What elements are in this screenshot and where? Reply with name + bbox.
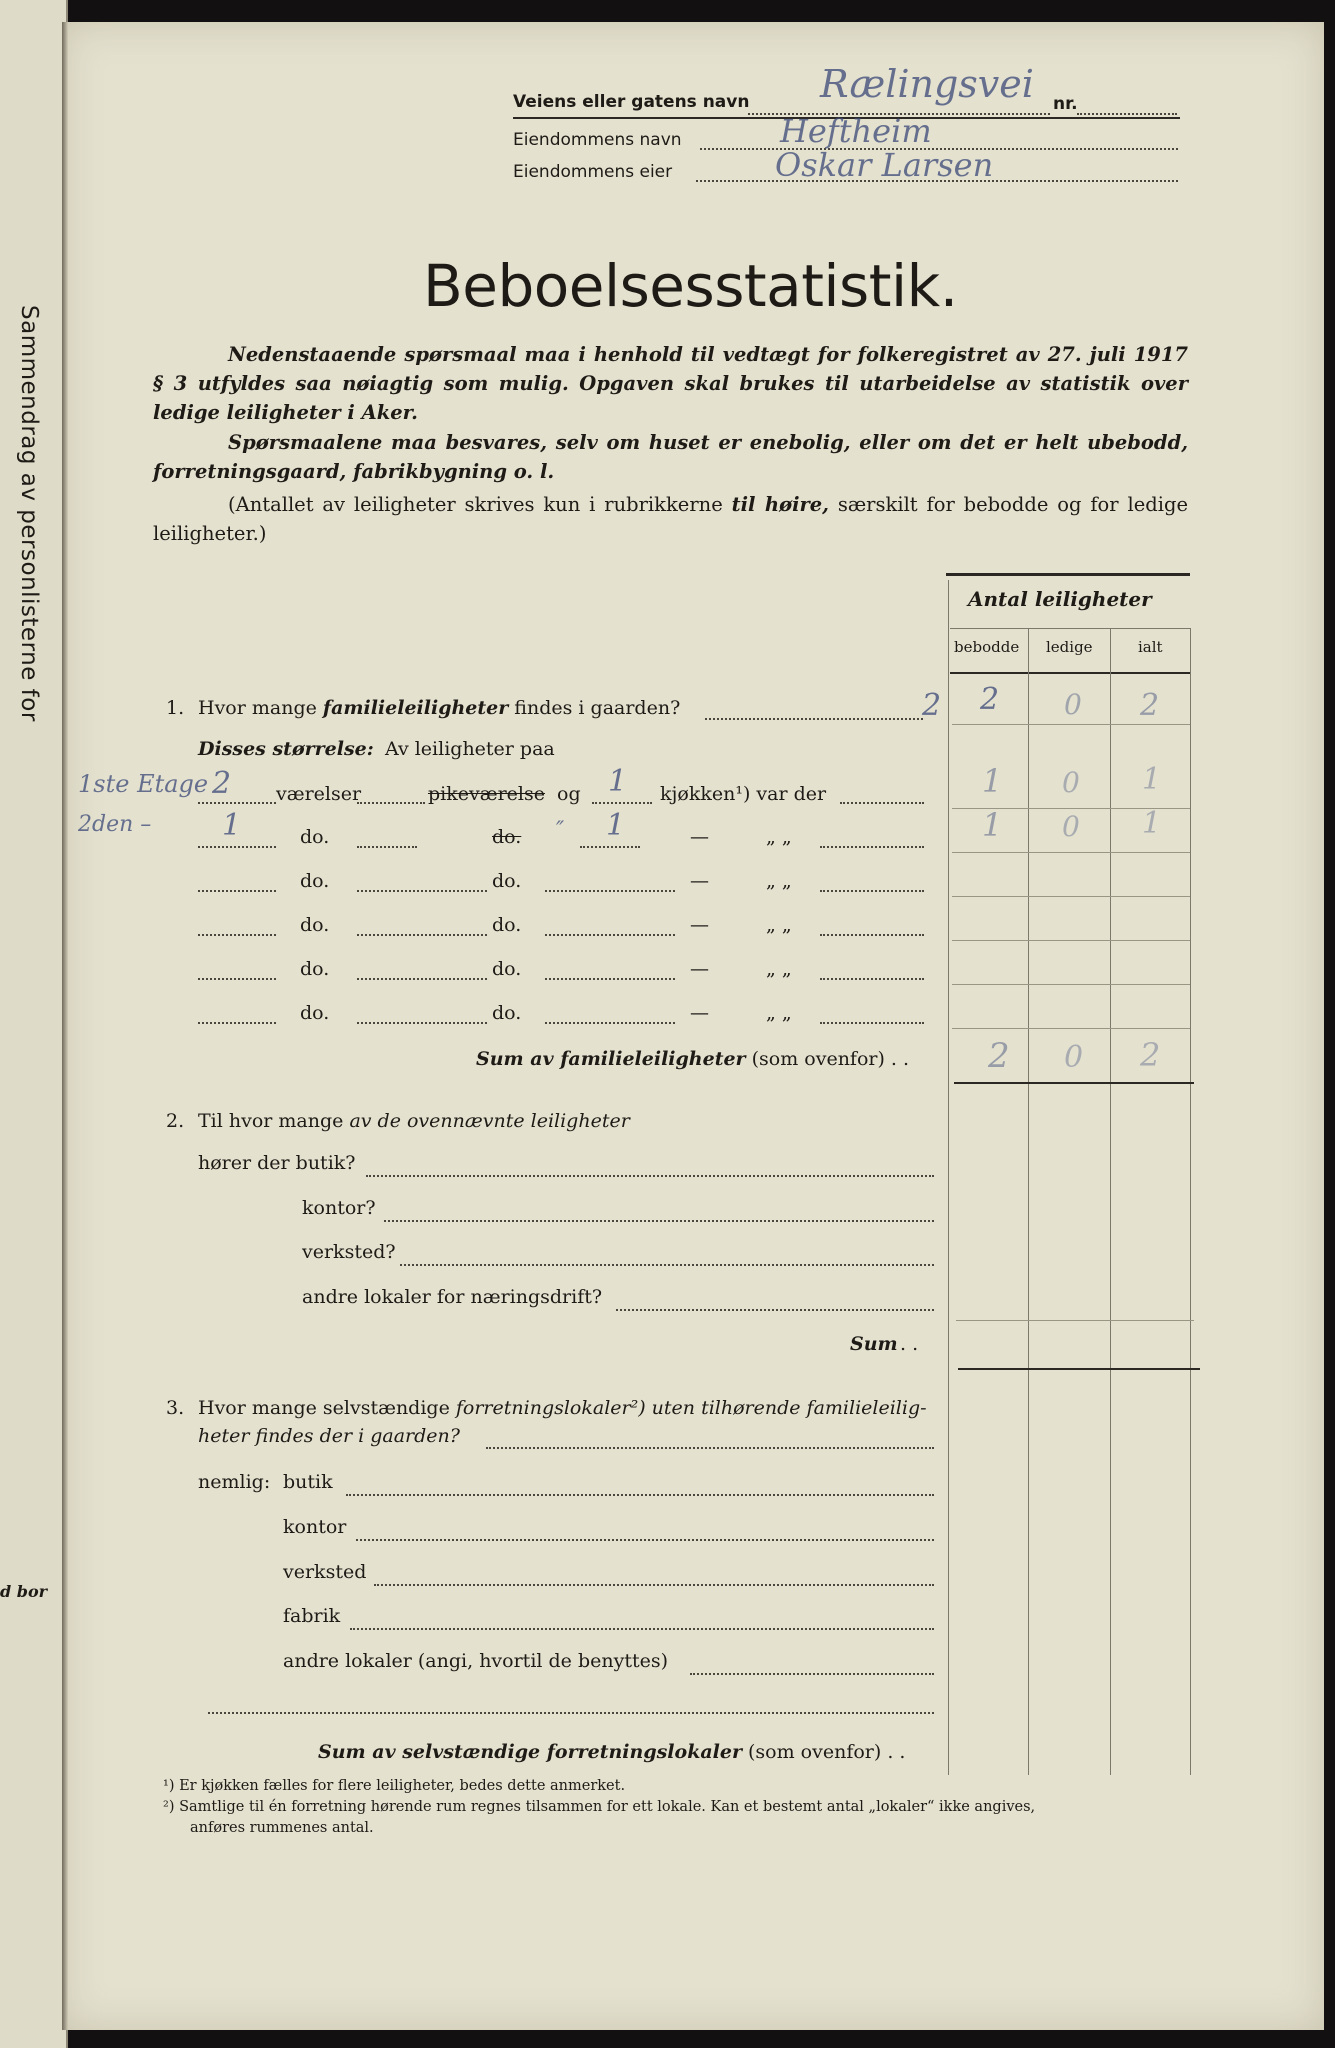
q1-row-rooms-label: værelser (276, 783, 362, 805)
q1-row-kitchen-line (545, 978, 675, 980)
q1-number: 1. (166, 697, 185, 719)
table-row-line (952, 1028, 1190, 1029)
q3-nemlig: nemlig: (198, 1471, 271, 1493)
table-row-line (952, 724, 1190, 725)
table-row-line (956, 1320, 1194, 1321)
q3-text-b: forretningslokaler²) uten tilhørende familieleilig- (455, 1397, 927, 1419)
col-header-bebodde: bebodde (954, 638, 1020, 656)
q3-text-c: heter findes der i gaarden? (198, 1425, 460, 1447)
q1-row-floor-line (198, 1022, 276, 1024)
q1-row-ialt: 1 (1142, 806, 1162, 841)
q1-row-rooms: 1 (222, 808, 242, 843)
q1-size-label: Disses størrelse: (198, 738, 374, 760)
nr-line (1077, 113, 1177, 115)
q3-dots (486, 1447, 934, 1449)
street-label: Veiens eller gatens navn (513, 92, 750, 112)
q3-extra-line (208, 1712, 934, 1714)
q1-row-kitchen: 1 (606, 808, 626, 843)
q3-item-kontor: kontor (283, 1516, 347, 1538)
q2-text-a: Til hvor mange (198, 1110, 350, 1132)
q1-row-kitchen-line (545, 1022, 675, 1024)
q1-row-rooms-label: do. (300, 1002, 330, 1024)
q1-row-dots (820, 1022, 924, 1024)
q1-row-pike: do. (492, 870, 522, 892)
q1-row-ditto: „ „ (766, 958, 792, 980)
q3-dots (356, 1539, 934, 1541)
q3-item-verksted: verksted (283, 1561, 367, 1583)
property-name-label: Eiendommens navn (513, 130, 682, 150)
q2-item-kontor: kontor? (302, 1197, 376, 1219)
owner-value: Oskar Larsen (775, 146, 994, 184)
q1-text (198, 697, 680, 719)
form-sheet (62, 22, 1324, 2030)
q1-row-pike-line (357, 890, 487, 892)
q1-dots (705, 718, 923, 720)
q1-row-kitchen-label: — (690, 958, 709, 980)
property-name-value: Heftheim (780, 112, 932, 150)
q3-sum-a: Sum av selvstændige forretningslokaler (318, 1741, 742, 1763)
q3-dots (350, 1628, 934, 1630)
nr-label: nr. (1053, 94, 1078, 114)
q1-row-kitchen-label: — (690, 870, 709, 892)
q1-row-pike: do. (492, 914, 522, 936)
q1-row-og: og (557, 783, 581, 805)
q3-text-a: Hvor mange selvstændige (198, 1397, 456, 1419)
facing-page-fragment: d bor (0, 1582, 48, 1601)
table-row-line (952, 896, 1190, 897)
table-header-bottom-rule (950, 672, 1190, 674)
q1-sum (476, 1048, 909, 1070)
table-col-line-1 (948, 580, 949, 1775)
q1-row-rooms-label: do. (300, 958, 330, 980)
q1-row-kitchen-line (580, 846, 640, 848)
q3-item-butik: butik (283, 1471, 333, 1493)
q3-number: 3. (166, 1397, 185, 1419)
table-col-line-2 (1028, 628, 1029, 1775)
q3-dots (690, 1673, 934, 1675)
col-header-ialt: ialt (1138, 638, 1163, 656)
table-row-line (952, 852, 1190, 853)
q1-row-floor-line (198, 846, 276, 848)
q1-row-rooms: 2 (212, 766, 232, 801)
q1-row-ditto: „ „ (766, 826, 792, 848)
q2-text (198, 1110, 630, 1132)
facing-page (0, 0, 68, 2048)
q1-row-pike-line (357, 934, 487, 936)
q1-row-rooms-label: do. (300, 870, 330, 892)
table-row-line (952, 984, 1190, 985)
q1-row-ledige: 0 (1062, 766, 1080, 799)
q1-row-bebodde: 1 (982, 806, 1003, 844)
q1-row-pike-line (357, 802, 425, 804)
q1-row-ditto: „ „ (766, 870, 792, 892)
q1-text-a: Hvor mange (198, 697, 323, 719)
q1-sum-a: Sum av familieleiligheter (476, 1048, 746, 1070)
q1-row-pike-line (357, 846, 417, 848)
q1-row-kitchen-line (545, 934, 675, 936)
q2-sum-rule (958, 1368, 1200, 1370)
table-title: Antal leiligheter (968, 587, 1152, 611)
q1-sum-rule (954, 1082, 1194, 1084)
intro-p3-c: særskilt for bebodde og for ledige leiligheter.) (153, 493, 1188, 545)
q1-row-pike: do. (492, 1002, 522, 1024)
intro-paragraph-1 (153, 340, 1188, 427)
footnote-1: ¹) Er kjøkken fælles for flere leiligheter, bedes dette anmerket. (163, 1778, 626, 1794)
q3-text (198, 1397, 927, 1419)
owner-label: Eiendommens eier (513, 162, 673, 182)
col-header-ledige: ledige (1046, 638, 1093, 656)
q3-item-andre: andre lokaler (angi, hvortil de benyttes) (283, 1650, 669, 1672)
q3-sum (318, 1741, 905, 1763)
street-value: Rælingsvei (820, 62, 1034, 106)
q1-sum-bebodde: 2 (988, 1036, 1010, 1076)
q1-row-kitchen-label: — (690, 914, 709, 936)
q1-row-floor-line (198, 890, 276, 892)
q3-sum-b: (som ovenfor) . . (741, 1741, 906, 1763)
q1-row-pike: do. (492, 958, 522, 980)
q1-text-c: findes i gaarden? (508, 697, 681, 719)
q1-row-ditto: „ „ (766, 914, 792, 936)
q1-sum-ledige: 0 (1064, 1040, 1084, 1075)
page-title: Beboelsesstatistik. (423, 252, 958, 320)
q1-row-dots (820, 978, 924, 980)
facing-page-vertical-text: Sammendrag av personlisterne for (16, 305, 42, 722)
q1-row-dots (820, 846, 924, 848)
table-subheader-rule (950, 628, 1190, 629)
q1-row-floor: 1ste Etage (78, 770, 209, 798)
q2-item-butik: hører der butik? (198, 1152, 356, 1174)
q1-ledige: 0 (1064, 688, 1082, 721)
q1-row-kitchen-line (545, 890, 675, 892)
q3-dots (374, 1584, 934, 1586)
q2-number: 2. (166, 1110, 185, 1132)
q1-sum-ialt: 2 (1140, 1036, 1161, 1074)
q1-row-kitchen-line (592, 802, 652, 804)
intro-paragraph-2 (153, 428, 1188, 486)
footnote-2a: ²) Samtlige til én forretning hørende rum regnes tilsammen for ett lokale. Kan et bestemt antal „lokaler“ ikke angives, (163, 1799, 1036, 1815)
q2-text-b: av de ovennævnte leiligheter (349, 1110, 630, 1132)
q1-sum-b: (som ovenfor) . . (745, 1048, 910, 1070)
table-row-line (952, 940, 1190, 941)
q1-row-rooms-label: do. (300, 826, 330, 848)
q2-sum-dots: . . (900, 1333, 919, 1355)
intro-paragraph-3 (153, 490, 1188, 548)
q1-row-pike-line (357, 1022, 487, 1024)
q2-item-verksted: verksted? (302, 1241, 396, 1263)
q1-row-ledige: 0 (1062, 810, 1080, 843)
q1-row-bebodde: 1 (982, 762, 1003, 800)
q1-row-pike: pikeværelse (428, 783, 545, 805)
q1-row-og: ″ (556, 818, 565, 843)
q1-row-kitchen-label: — (690, 1002, 709, 1024)
intro-p2-text: Spørsmaalene maa besvares, selv om huset er enebolig, eller om det er helt ubebodd, forretningsgaard, fabrikbygning o. l. (153, 431, 1188, 483)
q1-size-sub: Av leiligheter paa (385, 738, 555, 760)
q1-row-ditto: „ „ (766, 1002, 792, 1024)
q1-row-dots (840, 802, 924, 804)
binding-fold (62, 22, 68, 2030)
q1-row-floor-line (198, 934, 276, 936)
q1-row-kitchen-label: kjøkken¹) var der (660, 783, 827, 805)
q2-sum: Sum (850, 1333, 898, 1355)
q1-row-pike-line (357, 978, 487, 980)
table-col-line-3 (1110, 628, 1111, 1775)
intro-p3-b: til høire, (731, 493, 829, 516)
q1-row-floor: 2den – (78, 812, 152, 837)
q1-row-kitchen: 1 (608, 764, 628, 799)
q3-item-fabrik: fabrik (283, 1605, 341, 1627)
footnote-2b: anføres rummenes antal. (190, 1820, 374, 1836)
q1-row-kitchen-label: — (690, 826, 709, 848)
q2-dots (384, 1220, 934, 1222)
q1-text-b: familieleiligheter (322, 697, 509, 719)
intro-p1-text: Nedenstaaende spørsmaal maa i henhold til vedtægt for folkeregistret av 27. juli 1917 § 3 utfyldes saa nøiagtig som mulig. Opgaven skal brukes til utarbeidelse av statistik over ledige leiligheter i Aker. (153, 343, 1188, 424)
q2-dots (400, 1264, 934, 1266)
q1-row-dots (820, 934, 924, 936)
q1-row-floor-line (198, 802, 276, 804)
table-col-line-4 (1190, 628, 1191, 1775)
q2-item-andre: andre lokaler for næringsdrift? (302, 1286, 603, 1308)
q1-row-rooms-label: do. (300, 914, 330, 936)
q1-answer: 2 (922, 688, 942, 723)
table-top-rule (946, 573, 1190, 576)
q1-row-ialt: 1 (1142, 762, 1162, 797)
q1-row-floor-line (198, 978, 276, 980)
q3-dots (346, 1494, 934, 1496)
q1-ialt: 2 (1140, 688, 1160, 723)
q1-row-pike: do. (492, 826, 522, 848)
intro-p3-a: (Antallet av leiligheter skrives kun i rubrikkerne (228, 493, 732, 516)
q1-row-dots (820, 890, 924, 892)
q2-dots (616, 1309, 934, 1311)
q2-dots (366, 1175, 934, 1177)
q1-bebodde: 2 (980, 682, 1000, 717)
